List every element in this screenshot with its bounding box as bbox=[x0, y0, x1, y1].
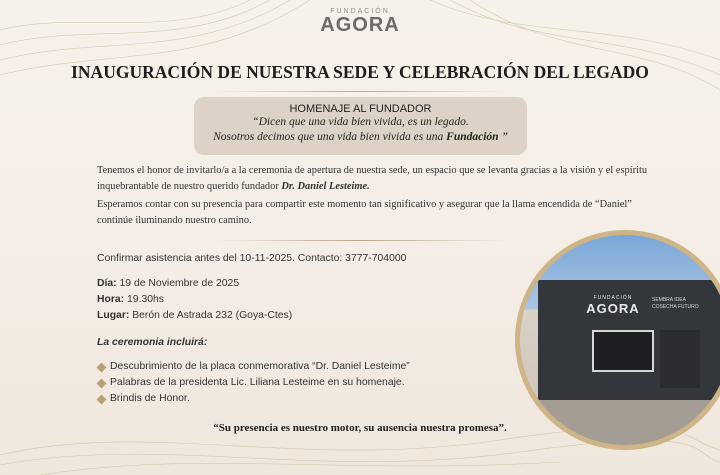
homenaje-quote-line2 bbox=[194, 130, 527, 145]
diamond-bullet-icon bbox=[97, 362, 107, 372]
list-item bbox=[97, 375, 410, 391]
closing-quote: “Su presencia es nuestro motor, su ausencia nuestra promesa”. bbox=[213, 422, 507, 434]
sign-name: AGORA bbox=[586, 301, 640, 316]
invitation-text: Tenemos el honor de invitarlo/a a la ceremonia de apertura de nuestra sede, un espacio que se levanta gracias a la visión y el espíritu inquebrantable de nuestro querido fundador bbox=[97, 165, 648, 192]
diamond-bullet-icon bbox=[97, 394, 107, 404]
logo-small-text: FUNDACIÓN bbox=[330, 8, 390, 15]
presence-paragraph: Esperamos contar con su presencia para compartir este momento tan significativo y asegurar que la llama encendida de “Daniel” continúe iluminando nuestro camino. bbox=[97, 199, 632, 226]
quote-bold-word: Fundación bbox=[446, 131, 499, 143]
confirm-text: Confirmar asistencia antes del 10-11-2025. Contacto: 3777-704000 bbox=[97, 253, 407, 264]
list-item bbox=[97, 359, 410, 375]
building-photo bbox=[520, 235, 720, 445]
building-photo-frame bbox=[515, 230, 720, 450]
detail-value: 19 de Noviembre de 2025 bbox=[116, 278, 240, 289]
founder-name: Dr. Daniel Lesteime. bbox=[281, 180, 370, 192]
page-title: INAUGURACIÓN DE NUESTRA SEDE Y CELEBRACIÓN DEL LEGADO bbox=[71, 62, 649, 82]
list-item-text: Brindis de Honor. bbox=[110, 393, 190, 404]
section-divider bbox=[215, 240, 505, 241]
quote-line2-text: Nosotros decimos que una vida bien vivida es una bbox=[213, 131, 447, 143]
homenaje-heading: HOMENAJE AL FUNDADOR bbox=[289, 103, 432, 115]
diamond-bullet-icon bbox=[97, 378, 107, 388]
ceremony-heading: La ceremonia incluirá: bbox=[97, 337, 208, 348]
logo-name: AGORA bbox=[320, 14, 400, 36]
detail-label: Día: bbox=[97, 278, 117, 289]
detail-value: Berón de Astrada 232 (Goya-Ctes) bbox=[129, 310, 293, 321]
detail-hour bbox=[97, 292, 292, 308]
homenaje-panel bbox=[194, 97, 527, 155]
list-item bbox=[97, 391, 410, 407]
building-slogan bbox=[652, 297, 700, 311]
building-sign bbox=[582, 295, 644, 316]
detail-label: Hora: bbox=[97, 294, 125, 305]
invitation-paragraph bbox=[97, 163, 657, 194]
homenaje-quote-line1: “Dicen que una vida bien vivida, es un legado. bbox=[252, 116, 469, 128]
foundation-logo bbox=[300, 8, 420, 35]
quote-line2-end: ” bbox=[498, 131, 508, 143]
ceremony-list bbox=[97, 359, 410, 407]
detail-label: Lugar: bbox=[97, 310, 130, 321]
building-window bbox=[592, 330, 654, 372]
event-details bbox=[97, 276, 292, 324]
list-item-text: Palabras de la presidenta Lic. Liliana Lesteime en su homenaje. bbox=[110, 377, 405, 388]
building-door bbox=[660, 330, 700, 388]
detail-day bbox=[97, 276, 292, 292]
sidewalk bbox=[520, 400, 720, 445]
detail-value: 19.30hs bbox=[124, 294, 165, 305]
title-divider bbox=[215, 91, 505, 92]
sign-small-text: FUNDACIÓN bbox=[593, 295, 633, 301]
list-item-text: Descubrimiento de la placa conmemorativa “Dr. Daniel Lesteime” bbox=[110, 361, 410, 372]
slogan-line2: COSECHA FUTURO bbox=[652, 304, 699, 310]
detail-place bbox=[97, 308, 292, 324]
slogan-line1: SEMBRA IDEA bbox=[652, 297, 686, 303]
